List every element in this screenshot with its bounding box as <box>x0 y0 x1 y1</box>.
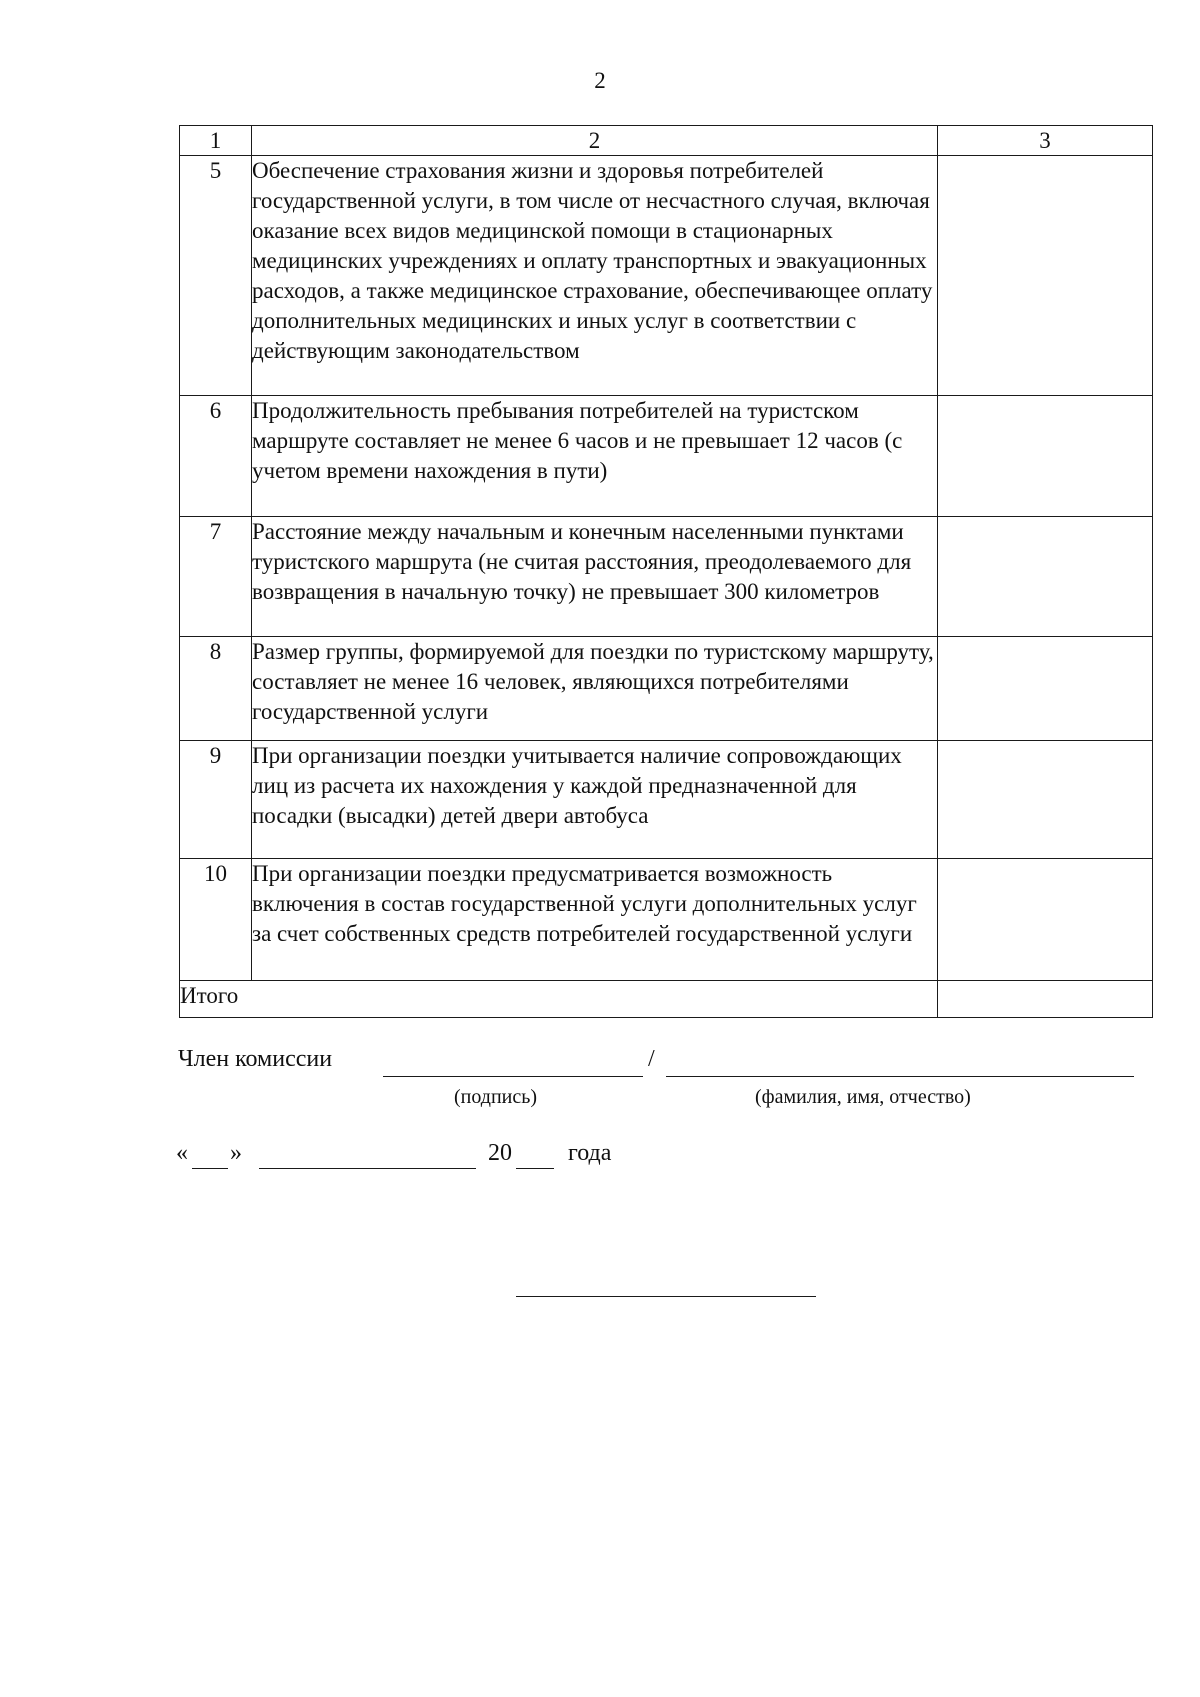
row-number: 9 <box>180 741 252 859</box>
table-row <box>180 396 1153 517</box>
table-row <box>180 637 1153 741</box>
bottom-divider-line <box>516 1296 816 1297</box>
criteria-table <box>179 125 1153 1018</box>
table-row <box>180 741 1153 859</box>
signature-separator: / <box>648 1046 655 1072</box>
table-header-row <box>180 126 1153 156</box>
year-suffix: года <box>568 1140 612 1166</box>
date-row <box>176 1140 776 1180</box>
day-line[interactable] <box>192 1168 228 1169</box>
full-name-line[interactable] <box>666 1076 1134 1077</box>
row-score <box>938 396 1153 517</box>
header-cell: 1 <box>180 126 252 156</box>
row-score <box>938 741 1153 859</box>
date-close-quote: » <box>230 1140 242 1166</box>
commission-member-label: Член комиссии <box>178 1046 333 1072</box>
signature-line[interactable] <box>383 1076 643 1077</box>
header-cell: 3 <box>938 126 1153 156</box>
full-name-caption: (фамилия, имя, отчество) <box>755 1086 971 1108</box>
row-score <box>938 637 1153 741</box>
row-text: Расстояние между начальным и конечным населенными пунктами туристского маршрута (не считая расстояния, преодолеваемого для возвращения в начальную точку) не превышает 300 километров <box>252 517 938 637</box>
row-number: 7 <box>180 517 252 637</box>
row-text: Продолжительность пребывания потребителей на туристском маршруте составляет не менее 6 часов и не превышает 12 часов (с учетом времени нахождения в пути) <box>252 396 938 517</box>
row-number: 10 <box>180 859 252 981</box>
year-prefix: 20 <box>488 1140 512 1166</box>
row-number: 5 <box>180 156 252 396</box>
signature-row <box>178 1046 1158 1086</box>
row-score <box>938 517 1153 637</box>
row-text: Размер группы, формируемой для поездки по туристскому маршруту, составляет не менее 16 человек, являющихся потребителями государственной услуги <box>252 637 938 741</box>
year-line[interactable] <box>516 1168 554 1169</box>
row-number: 8 <box>180 637 252 741</box>
page-number: 2 <box>594 68 606 93</box>
table-total-row <box>180 981 1153 1018</box>
total-label: Итого <box>180 981 938 1018</box>
table-row <box>180 517 1153 637</box>
row-text: Обеспечение страхования жизни и здоровья потребителей государственной услуги, в том числе от несчастного случая, включая оказание всех видов медицинской помощи в стационарных медицинских учреждениях и оплату транспортных и эвакуационных расходов, а также медицинское страхование, обеспечивающее оплату дополнительных медицинских и иных услуг в соответствии с действующим законодательством <box>252 156 938 396</box>
row-number: 6 <box>180 396 252 517</box>
month-line[interactable] <box>259 1168 476 1169</box>
row-text: При организации поездки учитывается наличие сопровождающих лиц из расчета их нахождения у каждой предназначенной для посадки (высадки) детей двери автобуса <box>252 741 938 859</box>
date-open-quote: « <box>176 1140 188 1166</box>
total-value <box>938 981 1153 1018</box>
header-cell: 2 <box>252 126 938 156</box>
row-score <box>938 859 1153 981</box>
signature-caption: (подпись) <box>454 1086 538 1108</box>
row-text: При организации поездки предусматривается возможность включения в состав государственной услуги дополнительных услуг за счет собственных средств потребителей государственной услуги <box>252 859 938 981</box>
row-score <box>938 156 1153 396</box>
table-row <box>180 859 1153 981</box>
table-row <box>180 156 1153 396</box>
